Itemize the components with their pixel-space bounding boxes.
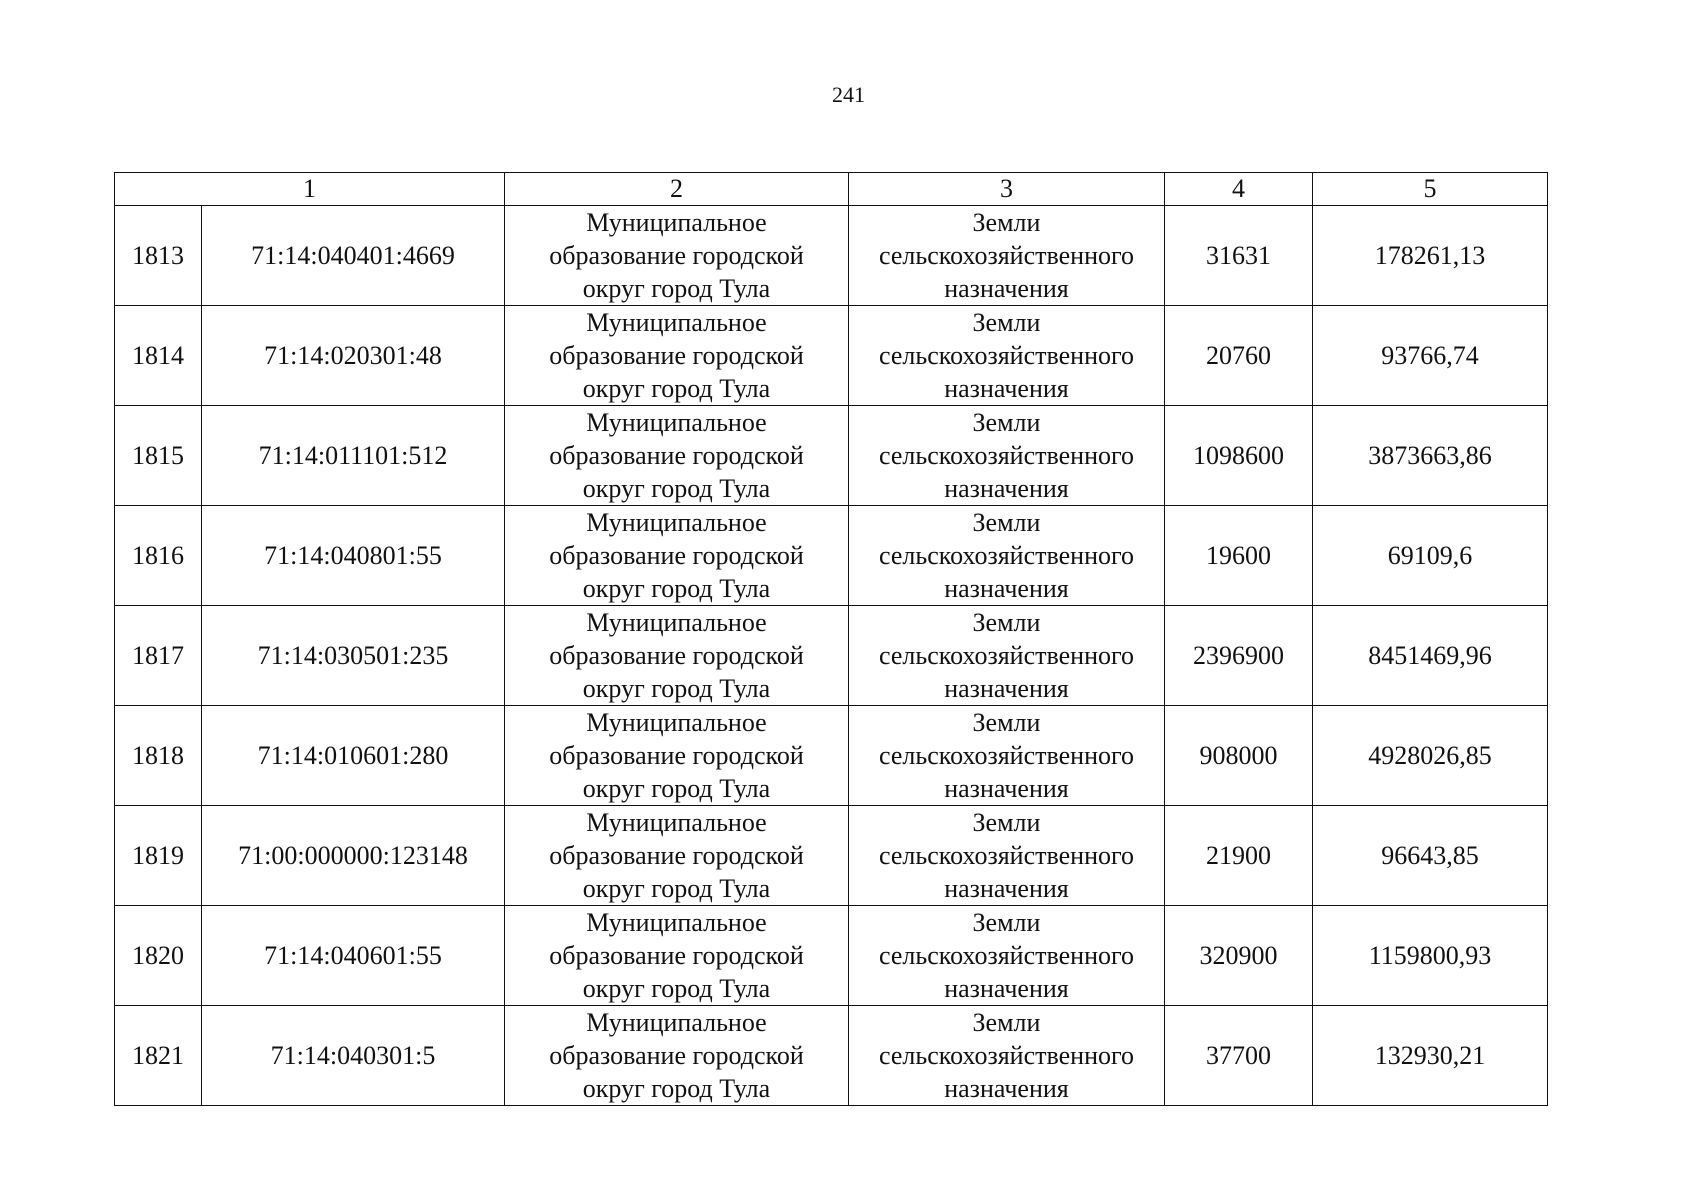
table-row <box>115 306 1548 406</box>
cadastral-number-cell: 71:00:000000:123148 <box>202 806 505 906</box>
owner-cell-line: округ город Тула <box>582 574 771 603</box>
land-category-cell-line: назначения <box>944 374 1069 403</box>
owner-cell <box>505 906 849 1006</box>
land-category-cell-line: Земли <box>972 508 1041 537</box>
table-row <box>115 906 1548 1006</box>
area-cell: 320900 <box>1165 906 1313 1006</box>
column-header-1: 1 <box>115 173 505 206</box>
land-category-cell-line: Земли <box>972 208 1041 237</box>
land-category-cell-line: назначения <box>944 874 1069 903</box>
column-number-row <box>115 173 1548 206</box>
table-body <box>115 173 1548 1106</box>
cadastral-number-cell: 71:14:020301:48 <box>202 306 505 406</box>
cadastral-number-cell: 71:14:040801:55 <box>202 506 505 606</box>
column-header-5: 5 <box>1313 173 1548 206</box>
land-category-cell <box>849 406 1165 506</box>
land-category-cell <box>849 706 1165 806</box>
land-category-cell-line: назначения <box>944 474 1069 503</box>
owner-cell-line: округ город Тула <box>582 974 771 1003</box>
owner-cell-line: Муниципальное <box>586 608 767 637</box>
land-category-cell-line: Земли <box>972 908 1041 937</box>
cadastral-value-cell: 93766,74 <box>1313 306 1548 406</box>
table-row <box>115 506 1548 606</box>
owner-cell-line: округ город Тула <box>582 674 771 703</box>
land-category-cell-line: Земли <box>972 608 1041 637</box>
owner-cell-line: образование городской <box>549 441 804 470</box>
owner-cell-line: образование городской <box>549 741 804 770</box>
row-number-cell: 1818 <box>115 706 202 806</box>
land-category-cell-line: сельскохозяйственного <box>879 541 1134 570</box>
land-category-cell-line: Земли <box>972 408 1041 437</box>
land-category-cell-line: сельскохозяйственного <box>879 241 1134 270</box>
cadastral-value-cell: 178261,13 <box>1313 206 1548 306</box>
area-cell: 908000 <box>1165 706 1313 806</box>
land-registry-table <box>114 172 1548 1106</box>
owner-cell <box>505 506 849 606</box>
owner-cell-line: Муниципальное <box>586 808 767 837</box>
cadastral-number-cell: 71:14:011101:512 <box>202 406 505 506</box>
cadastral-value-cell: 69109,6 <box>1313 506 1548 606</box>
cadastral-number-cell: 71:14:040601:55 <box>202 906 505 1006</box>
owner-cell-line: Муниципальное <box>586 908 767 937</box>
owner-cell-line: образование городской <box>549 341 804 370</box>
row-number-cell: 1814 <box>115 306 202 406</box>
land-category-cell-line: Земли <box>972 708 1041 737</box>
table-row <box>115 406 1548 506</box>
area-cell: 1098600 <box>1165 406 1313 506</box>
area-cell: 20760 <box>1165 306 1313 406</box>
owner-cell-line: Муниципальное <box>586 408 767 437</box>
land-category-cell-line: сельскохозяйственного <box>879 341 1134 370</box>
land-category-cell-line: Земли <box>972 808 1041 837</box>
land-category-cell <box>849 206 1165 306</box>
land-category-cell <box>849 506 1165 606</box>
land-category-cell-line: назначения <box>944 1074 1069 1103</box>
cadastral-value-cell: 96643,85 <box>1313 806 1548 906</box>
owner-cell <box>505 306 849 406</box>
cadastral-number-cell: 71:14:040301:5 <box>202 1006 505 1106</box>
area-cell: 37700 <box>1165 1006 1313 1106</box>
owner-cell <box>505 706 849 806</box>
owner-cell-line: округ город Тула <box>582 374 771 403</box>
land-category-cell-line: назначения <box>944 974 1069 1003</box>
owner-cell-line: образование городской <box>549 541 804 570</box>
land-category-cell-line: назначения <box>944 674 1069 703</box>
owner-cell-line: округ город Тула <box>582 874 771 903</box>
owner-cell-line: образование городской <box>549 641 804 670</box>
land-category-cell <box>849 606 1165 706</box>
row-number-cell: 1813 <box>115 206 202 306</box>
row-number-cell: 1816 <box>115 506 202 606</box>
owner-cell-line: округ город Тула <box>582 474 771 503</box>
table-row <box>115 806 1548 906</box>
owner-cell <box>505 606 849 706</box>
owner-cell-line: округ город Тула <box>582 1074 771 1103</box>
row-number-cell: 1821 <box>115 1006 202 1106</box>
cadastral-value-cell: 132930,21 <box>1313 1006 1548 1106</box>
land-category-cell-line: сельскохозяйственного <box>879 641 1134 670</box>
land-category-cell-line: Земли <box>972 1008 1041 1037</box>
land-category-cell <box>849 806 1165 906</box>
table-row <box>115 206 1548 306</box>
row-number-cell: 1820 <box>115 906 202 1006</box>
cadastral-number-cell: 71:14:010601:280 <box>202 706 505 806</box>
area-cell: 21900 <box>1165 806 1313 906</box>
owner-cell <box>505 806 849 906</box>
cadastral-number-cell: 71:14:030501:235 <box>202 606 505 706</box>
land-category-cell-line: сельскохозяйственного <box>879 741 1134 770</box>
column-header-3: 3 <box>849 173 1165 206</box>
owner-cell-line: Муниципальное <box>586 708 767 737</box>
owner-cell <box>505 206 849 306</box>
owner-cell-line: Муниципальное <box>586 208 767 237</box>
land-category-cell <box>849 306 1165 406</box>
land-category-cell-line: сельскохозяйственного <box>879 841 1134 870</box>
table-row <box>115 606 1548 706</box>
row-number-cell: 1817 <box>115 606 202 706</box>
column-header-2: 2 <box>505 173 849 206</box>
land-category-cell-line: сельскохозяйственного <box>879 941 1134 970</box>
cadastral-number-cell: 71:14:040401:4669 <box>202 206 505 306</box>
land-category-cell-line: назначения <box>944 774 1069 803</box>
land-category-cell-line: сельскохозяйственного <box>879 1041 1134 1070</box>
area-cell: 19600 <box>1165 506 1313 606</box>
owner-cell-line: округ город Тула <box>582 774 771 803</box>
land-category-cell-line: назначения <box>944 574 1069 603</box>
owner-cell-line: образование городской <box>549 841 804 870</box>
owner-cell <box>505 406 849 506</box>
cadastral-value-cell: 3873663,86 <box>1313 406 1548 506</box>
owner-cell-line: Муниципальное <box>586 508 767 537</box>
owner-cell <box>505 1006 849 1106</box>
land-category-cell-line: Земли <box>972 308 1041 337</box>
row-number-cell: 1815 <box>115 406 202 506</box>
row-number-cell: 1819 <box>115 806 202 906</box>
land-category-cell <box>849 1006 1165 1106</box>
owner-cell-line: образование городской <box>549 941 804 970</box>
land-category-cell-line: назначения <box>944 274 1069 303</box>
cadastral-value-cell: 1159800,93 <box>1313 906 1548 1006</box>
owner-cell-line: образование городской <box>549 241 804 270</box>
table-row <box>115 706 1548 806</box>
cadastral-value-cell: 8451469,96 <box>1313 606 1548 706</box>
owner-cell-line: Муниципальное <box>586 1008 767 1037</box>
page-number: 241 <box>832 82 865 107</box>
table-row <box>115 1006 1548 1106</box>
column-header-4: 4 <box>1165 173 1313 206</box>
cadastral-value-cell: 4928026,85 <box>1313 706 1548 806</box>
owner-cell-line: Муниципальное <box>586 308 767 337</box>
land-category-cell-line: сельскохозяйственного <box>879 441 1134 470</box>
area-cell: 2396900 <box>1165 606 1313 706</box>
owner-cell-line: образование городской <box>549 1041 804 1070</box>
area-cell: 31631 <box>1165 206 1313 306</box>
land-category-cell <box>849 906 1165 1006</box>
owner-cell-line: округ город Тула <box>582 274 771 303</box>
